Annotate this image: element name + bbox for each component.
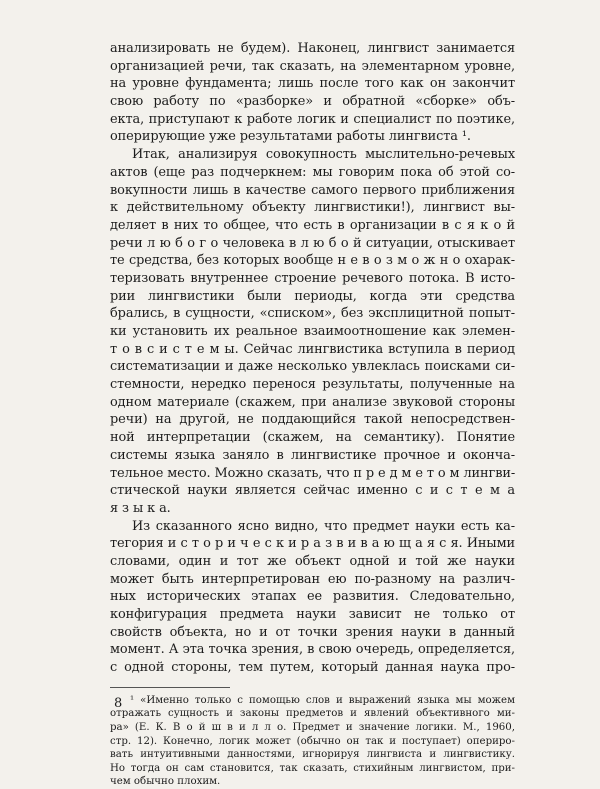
text-line: с одной стороны, тем путем, который данная наука про-	[110, 660, 515, 676]
text-line: системы языка заняло в лингвистике прочное и оконча-	[110, 447, 515, 463]
text-line: рии лингвистики были периоды, когда эти средства	[110, 288, 515, 304]
text-line: деляет в них то общее, что есть в организации в с я к о й	[110, 217, 515, 233]
footnote-line: стр. 12). Конечно, логик может (обычно он так и поступает) опериро-	[110, 735, 515, 747]
page-number: 8	[114, 696, 123, 711]
text-line: речи л ю б о г о человека в л ю б о й ситуации, отыскивает	[110, 235, 515, 251]
text-line: организацией речи, так сказать, на элементарном уровне,	[110, 58, 515, 74]
footnote	[110, 694, 515, 789]
text-line: одном материале (скажем, при анализе звуковой стороны	[110, 394, 515, 410]
text-line: те средства, без которых вообще н е в о з м о ж н о охарак-	[110, 253, 515, 269]
text-line: стической науки является сейчас именно с и с т е м а	[110, 483, 515, 499]
footnote-line: чем обычно плохим.	[110, 776, 221, 788]
footnote-line: вать интуитивными данностями, игнорируя лингвиста и лингвистику.	[110, 749, 515, 761]
text-line: ной интерпретации (скажем, на семантику). Понятие	[110, 430, 515, 446]
text-line: екта, приступают к работе логик и специалист по поэтике,	[110, 111, 515, 127]
text-line: ки установить их реальное взаимоотношение как элемен-	[110, 324, 515, 339]
text-line: анализировать не будем). Наконец, лингвист занимается	[110, 41, 515, 56]
text-line: тельное место. Можно сказать, что п р е д м е т о м лингви-	[110, 465, 516, 481]
text-line: актов (еще раз подчеркнем: мы говорим пока об этой со-	[110, 164, 515, 180]
text-line: момент. А эта точка зрения, в свою очередь, определяется,	[110, 642, 515, 658]
text-line: Из сказанного ясно видно, что предмет науки есть ка-	[132, 518, 515, 534]
text-line: свойств объекта, но и от точки зрения науки в данный	[110, 624, 515, 640]
text-line: оперирующие уже результатами работы лингвиста ¹.	[110, 129, 471, 145]
text-line: вокупности лишь в качестве самого первого приближения	[110, 182, 515, 198]
text-line: конфигурация предмета науки зависит не только от	[110, 607, 515, 622]
text-line: ных исторических этапах ее развития. Следовательно,	[110, 589, 515, 605]
text-line: к действительному объекту лингвистики!), лингвист вы-	[110, 200, 515, 216]
footnote-line: ¹ «Именно только с помощью слов и выражений языка мы можем	[130, 694, 515, 706]
text-line: брались, в сущности, «списком», без эксплицитной попыт-	[110, 306, 515, 322]
main-text	[110, 40, 515, 677]
footnote-separator	[110, 687, 230, 688]
text-line: теризовать внутреннее строение речевого потока. В исто-	[110, 270, 515, 286]
text-line: т о в с и с т е м ы. Сейчас лингвистика вступила в период	[110, 341, 515, 357]
footnote-line: ра» (Е. К. В о й ш в и л л о. Предмет и значение логики. М., 1960,	[110, 721, 515, 733]
text-line: свою работу по «разборке» и обратной «сборке» объ-	[110, 94, 515, 110]
footnote-line: отражать сущность и законы предметов и явлений объективного ми-	[110, 708, 515, 720]
text-line: словами, один и тот же объект одной и той же науки	[110, 553, 515, 569]
text-line: Итак, анализируя совокупность мыслительно-речевых	[132, 147, 515, 163]
text-line: тегория и с т о р и ч е с к и р а з в и в а ю щ а я с я. Иными	[110, 536, 515, 552]
text-line: я з ы к а.	[110, 500, 171, 516]
text-line: систематизации и даже несколько увлеклась поисками си-	[110, 359, 515, 375]
text-line: речи) на другой, не поддающийся такой непосредствен-	[110, 412, 515, 428]
footnote-line: Но тогда он сам становится, так сказать, стихийным лингвистом, при-	[110, 762, 515, 774]
text-line: на уровне фундамента; лишь после того как он закончит	[110, 76, 515, 92]
text-line: стемности, нередко перенося результаты, полученные на	[110, 377, 515, 393]
text-line: может быть интерпретирован ею по-разному на различ-	[110, 571, 515, 587]
